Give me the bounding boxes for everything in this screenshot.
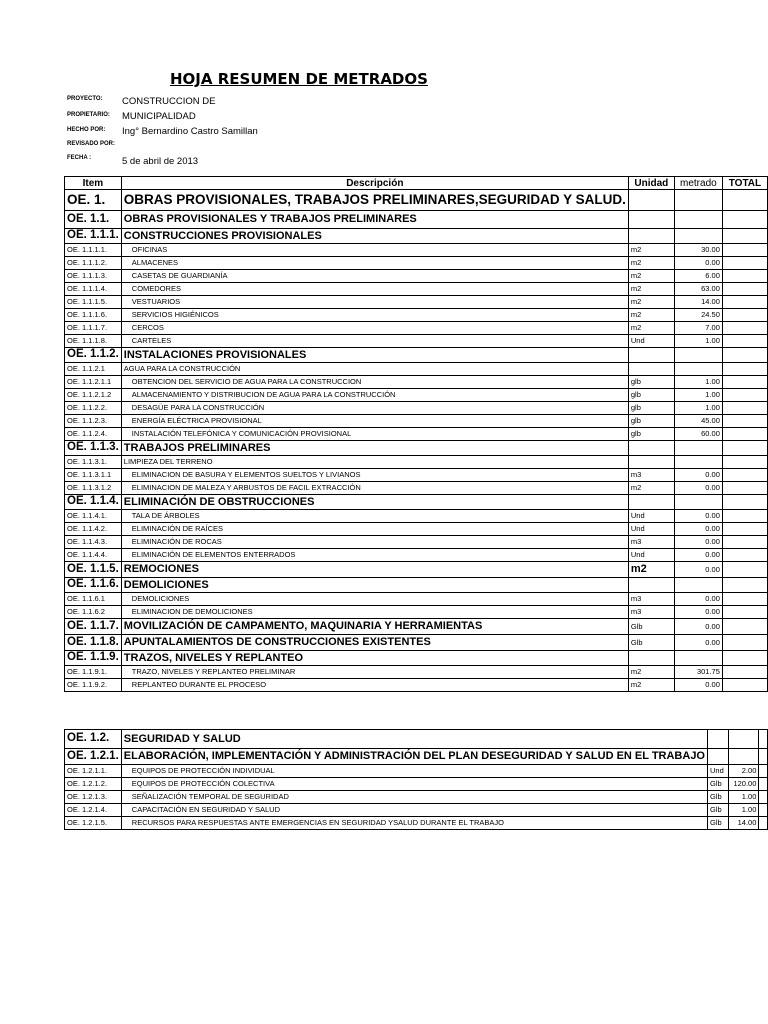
row-item: OE. 1.1.3.	[65, 441, 122, 456]
row-metrado	[674, 229, 722, 244]
row-item: OE. 1.1.8.	[65, 635, 122, 651]
seguridad-table	[64, 729, 768, 830]
row-total	[722, 335, 767, 348]
row-description: DEMOLICIONES	[121, 593, 628, 606]
row-unit: Und	[628, 335, 674, 348]
row-item: OE. 1.1.2.	[65, 348, 122, 363]
row-item: OE. 1.1.2.4.	[65, 428, 122, 441]
row-item: OE. 1.1.4.	[65, 495, 122, 510]
row-item: OE. 1.1.4.4.	[65, 549, 122, 562]
row-total	[759, 804, 768, 817]
row-total	[722, 578, 767, 593]
row-item: OE. 1.1.6.	[65, 578, 122, 593]
row-metrado: 301.75	[674, 666, 722, 679]
row-item: OE. 1.1.6.2	[65, 606, 122, 619]
row-total	[722, 296, 767, 309]
table-row	[65, 456, 768, 469]
row-metrado: 0.00	[674, 635, 722, 651]
table-row	[65, 510, 768, 523]
row-unit: m2	[628, 270, 674, 283]
row-metrado: 0.00	[674, 679, 722, 692]
row-unit: Und	[628, 523, 674, 536]
row-description: OBRAS PROVISIONALES Y TRABAJOS PRELIMINARES	[121, 211, 628, 229]
row-item: OE. 1.1.1.7.	[65, 322, 122, 335]
row-unit: m2	[628, 244, 674, 257]
table-row	[65, 335, 768, 348]
row-item: OE. 1.1.4.3.	[65, 536, 122, 549]
row-unit	[628, 495, 674, 510]
row-unit: Und	[708, 765, 729, 778]
row-item: OE. 1.1.9.2.	[65, 679, 122, 692]
header-unidad: Unidad	[628, 177, 674, 190]
table-row	[65, 593, 768, 606]
row-unit: m3	[628, 469, 674, 482]
row-item: OE. 1.1.3.1.2	[65, 482, 122, 495]
row-item: OE. 1.1.2.1	[65, 363, 122, 376]
row-total	[722, 635, 767, 651]
row-unit	[628, 211, 674, 229]
row-unit: Und	[628, 510, 674, 523]
row-metrado	[674, 578, 722, 593]
row-item: OE. 1.1.5.	[65, 562, 122, 578]
table-row	[65, 244, 768, 257]
row-item: OE. 1.1.2.3.	[65, 415, 122, 428]
proyecto-label: PROYECTO:	[67, 96, 103, 102]
row-total	[722, 244, 767, 257]
row-total	[722, 679, 767, 692]
row-metrado: 0.00	[674, 510, 722, 523]
table-row	[65, 309, 768, 322]
row-total	[722, 651, 767, 666]
row-unit	[628, 651, 674, 666]
row-metrado	[674, 495, 722, 510]
row-item: OE. 1.1.6.1	[65, 593, 122, 606]
header-total: TOTAL	[722, 177, 767, 190]
row-description: SEÑALIZACIÓN TEMPORAL DE SEGURIDAD	[121, 791, 707, 804]
row-total	[722, 562, 767, 578]
row-unit: Glb	[708, 791, 729, 804]
table-row	[65, 495, 768, 510]
row-description: DEMOLICIONES	[121, 578, 628, 593]
row-total	[722, 456, 767, 469]
row-item: OE. 1.2.1.2.	[65, 778, 122, 791]
row-description: ELIMINACION DE BASURA Y ELEMENTOS SUELTOS Y LIVIANOS	[121, 469, 628, 482]
row-description: SEGURIDAD Y SALUD	[121, 730, 707, 749]
row-total	[722, 283, 767, 296]
row-unit	[628, 578, 674, 593]
row-item: OE. 1.1.3.1.	[65, 456, 122, 469]
row-description: ELIMINACIÓN DE ROCAS	[121, 536, 628, 549]
row-description: INSTALACIÓN TELEFÓNICA Y COMUNICACIÓN PROVISIONAL	[121, 428, 628, 441]
row-total	[759, 765, 768, 778]
header-item: Item	[65, 177, 122, 190]
row-total	[722, 190, 767, 211]
table-row	[65, 523, 768, 536]
hecho-por-value: Ing° Bernardino Castro Samillan	[122, 126, 258, 137]
row-description: ELIMINACIÓN DE RAÍCES	[121, 523, 628, 536]
row-total	[722, 309, 767, 322]
row-metrado	[674, 190, 722, 211]
row-item: OE. 1.1.	[65, 211, 122, 229]
propietario-label: PROPIETARIO:	[67, 112, 110, 118]
row-unit: glb	[628, 389, 674, 402]
row-item: OE. 1.1.1.5.	[65, 296, 122, 309]
row-total	[722, 510, 767, 523]
row-metrado: 45.00	[674, 415, 722, 428]
row-unit: m2	[628, 283, 674, 296]
row-total	[722, 495, 767, 510]
row-metrado: 60.00	[674, 428, 722, 441]
row-description: OBTENCION DEL SERVICIO DE AGUA PARA LA CONSTRUCCION	[121, 376, 628, 389]
row-unit: m2	[628, 322, 674, 335]
table-row	[65, 296, 768, 309]
table-row	[65, 765, 768, 778]
table-row	[65, 606, 768, 619]
row-description: OFICINAS	[121, 244, 628, 257]
row-total	[722, 257, 767, 270]
row-unit: m2	[628, 679, 674, 692]
row-unit: m2	[628, 257, 674, 270]
row-unit	[708, 749, 729, 765]
table-row	[65, 363, 768, 376]
row-metrado	[674, 441, 722, 456]
table-row	[65, 415, 768, 428]
row-total	[759, 730, 768, 749]
row-metrado: 1.00	[674, 389, 722, 402]
row-total	[722, 402, 767, 415]
row-item: OE. 1.	[65, 190, 122, 211]
row-unit: m3	[628, 593, 674, 606]
row-total	[722, 389, 767, 402]
row-metrado: 0.00	[674, 536, 722, 549]
row-metrado	[674, 348, 722, 363]
table-row	[65, 376, 768, 389]
row-item: OE. 1.1.2.1.1	[65, 376, 122, 389]
row-unit	[628, 456, 674, 469]
row-description: CASETAS DE GUARDIANÍA	[121, 270, 628, 283]
row-description: CARTELES	[121, 335, 628, 348]
row-item: OE. 1.1.3.1.1	[65, 469, 122, 482]
row-item: OE. 1.1.1.2.	[65, 257, 122, 270]
header-metrado: metrado	[674, 177, 722, 190]
row-total	[722, 469, 767, 482]
row-unit: Glb	[708, 817, 729, 830]
row-description: ELIMINACION DE DEMOLICIONES	[121, 606, 628, 619]
row-metrado: 1.00	[674, 335, 722, 348]
table-row	[65, 348, 768, 363]
table-row	[65, 389, 768, 402]
row-unit	[628, 229, 674, 244]
row-description: SERVICIOS HIGIÉNICOS	[121, 309, 628, 322]
row-description: MOVILIZACIÓN DE CAMPAMENTO, MAQUINARIA Y HERRAMIENTAS	[121, 619, 628, 635]
row-description: INSTALACIONES PROVISIONALES	[121, 348, 628, 363]
row-item: OE. 1.1.9.	[65, 651, 122, 666]
row-total	[722, 523, 767, 536]
table-row	[65, 749, 768, 765]
revisado-por-label: REVISADO POR:	[67, 141, 116, 147]
row-metrado: 0.00	[674, 593, 722, 606]
row-total	[722, 619, 767, 635]
table-row	[65, 679, 768, 692]
table-row	[65, 469, 768, 482]
row-item: OE. 1.2.1.	[65, 749, 122, 765]
row-total	[722, 270, 767, 283]
row-total	[722, 549, 767, 562]
table-row	[65, 536, 768, 549]
row-unit: m3	[628, 606, 674, 619]
row-item: OE. 1.2.1.4.	[65, 804, 122, 817]
table-row	[65, 441, 768, 456]
row-total	[722, 536, 767, 549]
row-item: OE. 1.1.2.2.	[65, 402, 122, 415]
row-total	[759, 778, 768, 791]
row-unit: m2	[628, 482, 674, 495]
row-metrado: 0.00	[674, 606, 722, 619]
row-unit: m2	[628, 296, 674, 309]
row-item: OE. 1.1.1.6.	[65, 309, 122, 322]
row-unit: glb	[628, 376, 674, 389]
row-description: TRABAJOS PRELIMINARES	[121, 441, 628, 456]
row-unit: Und	[628, 549, 674, 562]
table-row	[65, 778, 768, 791]
row-metrado	[729, 730, 759, 749]
row-total	[722, 606, 767, 619]
proyecto-value: CONSTRUCCION DE	[122, 96, 216, 107]
row-description: ELIMINACION DE MALEZA Y ARBUSTOS DE FACIL EXTRACCIÓN	[121, 482, 628, 495]
row-total	[722, 363, 767, 376]
header-descripcion: Descripción	[121, 177, 628, 190]
row-total	[722, 441, 767, 456]
table-row	[65, 804, 768, 817]
table-row	[65, 578, 768, 593]
row-description: ENERGÍA ELÉCTRICA PROVISIONAL	[121, 415, 628, 428]
row-item: OE. 1.1.2.1.2	[65, 389, 122, 402]
table-row	[65, 270, 768, 283]
row-total	[722, 376, 767, 389]
row-description: AGUA PARA LA CONSTRUCCIÓN	[121, 363, 628, 376]
table-row	[65, 229, 768, 244]
row-total	[722, 348, 767, 363]
row-metrado: 0.00	[674, 562, 722, 578]
row-unit: glb	[628, 415, 674, 428]
page-title: HOJA RESUMEN DE METRADOS	[170, 70, 428, 88]
row-description: LIMPIEZA DEL TERRENO	[121, 456, 628, 469]
row-description: EQUIPOS DE PROTECCIÓN COLECTIVA	[121, 778, 707, 791]
row-metrado: 24.50	[674, 309, 722, 322]
row-metrado	[674, 456, 722, 469]
row-total	[722, 593, 767, 606]
row-item: OE. 1.1.1.1.	[65, 244, 122, 257]
row-description: APUNTALAMIENTOS DE CONSTRUCCIONES EXISTENTES	[121, 635, 628, 651]
row-unit	[708, 730, 729, 749]
table-row	[65, 322, 768, 335]
row-total	[722, 322, 767, 335]
row-item: OE. 1.1.1.4.	[65, 283, 122, 296]
fecha-label: FECHA :	[67, 155, 92, 161]
table-row	[65, 730, 768, 749]
row-item: OE. 1.2.	[65, 730, 122, 749]
row-description: EQUIPOS DE PROTECCIÓN INDIVIDUAL	[121, 765, 707, 778]
table-row	[65, 619, 768, 635]
row-description: ELIMINACIÓN DE OBSTRUCCIONES	[121, 495, 628, 510]
row-metrado: 0.00	[674, 619, 722, 635]
row-unit: Glb	[628, 635, 674, 651]
row-item: OE. 1.1.4.1.	[65, 510, 122, 523]
row-metrado: 120.00	[729, 778, 759, 791]
row-description: TRAZO, NIVELES Y REPLANTEO PRELIMINAR	[121, 666, 628, 679]
row-description: DESAGÜE PARA LA CONSTRUCCIÓN	[121, 402, 628, 415]
row-total	[759, 749, 768, 765]
row-metrado: 14.00	[674, 296, 722, 309]
row-description: ELIMINACIÓN DE ELEMENTOS ENTERRADOS	[121, 549, 628, 562]
table-row	[65, 549, 768, 562]
row-item: OE. 1.1.9.1.	[65, 666, 122, 679]
row-unit: m3	[628, 536, 674, 549]
row-unit: m2	[628, 666, 674, 679]
table-row	[65, 402, 768, 415]
table-row	[65, 257, 768, 270]
row-total	[722, 428, 767, 441]
row-metrado	[674, 363, 722, 376]
row-unit	[628, 363, 674, 376]
row-total	[722, 482, 767, 495]
row-description: REPLANTEO DURANTE EL PROCESO	[121, 679, 628, 692]
row-metrado: 0.00	[674, 549, 722, 562]
row-description: CONSTRUCCIONES PROVISIONALES	[121, 229, 628, 244]
row-unit: Glb	[708, 804, 729, 817]
row-metrado: 14.00	[729, 817, 759, 830]
row-item: OE. 1.1.1.	[65, 229, 122, 244]
row-description: TRAZOS, NIVELES Y REPLANTEO	[121, 651, 628, 666]
fecha-value: 5 de abril de 2013	[122, 156, 199, 167]
row-item: OE. 1.2.1.3.	[65, 791, 122, 804]
row-item: OE. 1.1.4.2.	[65, 523, 122, 536]
row-unit: glb	[628, 402, 674, 415]
table-header-row	[65, 177, 768, 190]
row-metrado: 7.00	[674, 322, 722, 335]
row-metrado: 0.00	[674, 469, 722, 482]
row-description: CAPACITACIÓN EN SEGURIDAD Y SALUD	[121, 804, 707, 817]
table-row	[65, 562, 768, 578]
row-unit: Glb	[628, 619, 674, 635]
row-description: VESTUARIOS	[121, 296, 628, 309]
row-item: OE. 1.1.1.8.	[65, 335, 122, 348]
row-description: ALMACENES	[121, 257, 628, 270]
row-unit: m2	[628, 562, 674, 578]
row-total	[722, 229, 767, 244]
row-total	[759, 817, 768, 830]
table-row	[65, 190, 768, 211]
row-description: RECURSOS PARA RESPUESTAS ANTE EMERGENCIAS EN SEGURIDAD YSALUD DURANTE EL TRABAJO	[121, 817, 707, 830]
row-metrado	[729, 749, 759, 765]
row-metrado	[674, 211, 722, 229]
row-total	[722, 415, 767, 428]
row-unit: m2	[628, 309, 674, 322]
row-metrado	[674, 651, 722, 666]
table-row	[65, 482, 768, 495]
row-description: ELABORACIÓN, IMPLEMENTACIÓN Y ADMINISTRACIÓN DEL PLAN DESEGURIDAD Y SALUD EN EL TRABAJO	[121, 749, 707, 765]
row-item: OE. 1.1.7.	[65, 619, 122, 635]
metrados-table	[64, 176, 768, 692]
row-metrado: 30.00	[674, 244, 722, 257]
row-metrado: 0.00	[674, 257, 722, 270]
row-description: CERCOS	[121, 322, 628, 335]
row-unit: glb	[628, 428, 674, 441]
row-metrado: 1.00	[674, 402, 722, 415]
row-unit: Glb	[708, 778, 729, 791]
row-unit	[628, 348, 674, 363]
propietario-value: MUNICIPALIDAD	[122, 111, 196, 122]
row-metrado: 1.00	[729, 791, 759, 804]
hecho-por-label: HECHO POR:	[67, 127, 106, 133]
table-row	[65, 791, 768, 804]
table-row	[65, 428, 768, 441]
row-metrado: 6.00	[674, 270, 722, 283]
table-row	[65, 635, 768, 651]
row-description: ALMACENAMIENTO Y DISTRIBUCION DE AGUA PARA LA CONSTRUCCIÓN	[121, 389, 628, 402]
row-description: OBRAS PROVISIONALES, TRABAJOS PRELIMINARES,SEGURIDAD Y SALUD.	[121, 190, 628, 211]
row-description: COMEDORES	[121, 283, 628, 296]
table-row	[65, 666, 768, 679]
row-unit	[628, 441, 674, 456]
row-metrado: 1.00	[674, 376, 722, 389]
table-row	[65, 283, 768, 296]
row-description: REMOCIONES	[121, 562, 628, 578]
row-metrado: 0.00	[674, 482, 722, 495]
row-total	[722, 211, 767, 229]
row-metrado: 1.00	[729, 804, 759, 817]
row-metrado: 0.00	[674, 523, 722, 536]
row-item: OE. 1.2.1.5.	[65, 817, 122, 830]
row-item: OE. 1.2.1.1.	[65, 765, 122, 778]
row-metrado: 63.00	[674, 283, 722, 296]
table-row	[65, 817, 768, 830]
row-total	[722, 666, 767, 679]
row-description: TALA DE ÁRBOLES	[121, 510, 628, 523]
row-metrado: 2.00	[729, 765, 759, 778]
row-total	[759, 791, 768, 804]
row-unit	[628, 190, 674, 211]
table-row	[65, 651, 768, 666]
row-item: OE. 1.1.1.3.	[65, 270, 122, 283]
table-row	[65, 211, 768, 229]
